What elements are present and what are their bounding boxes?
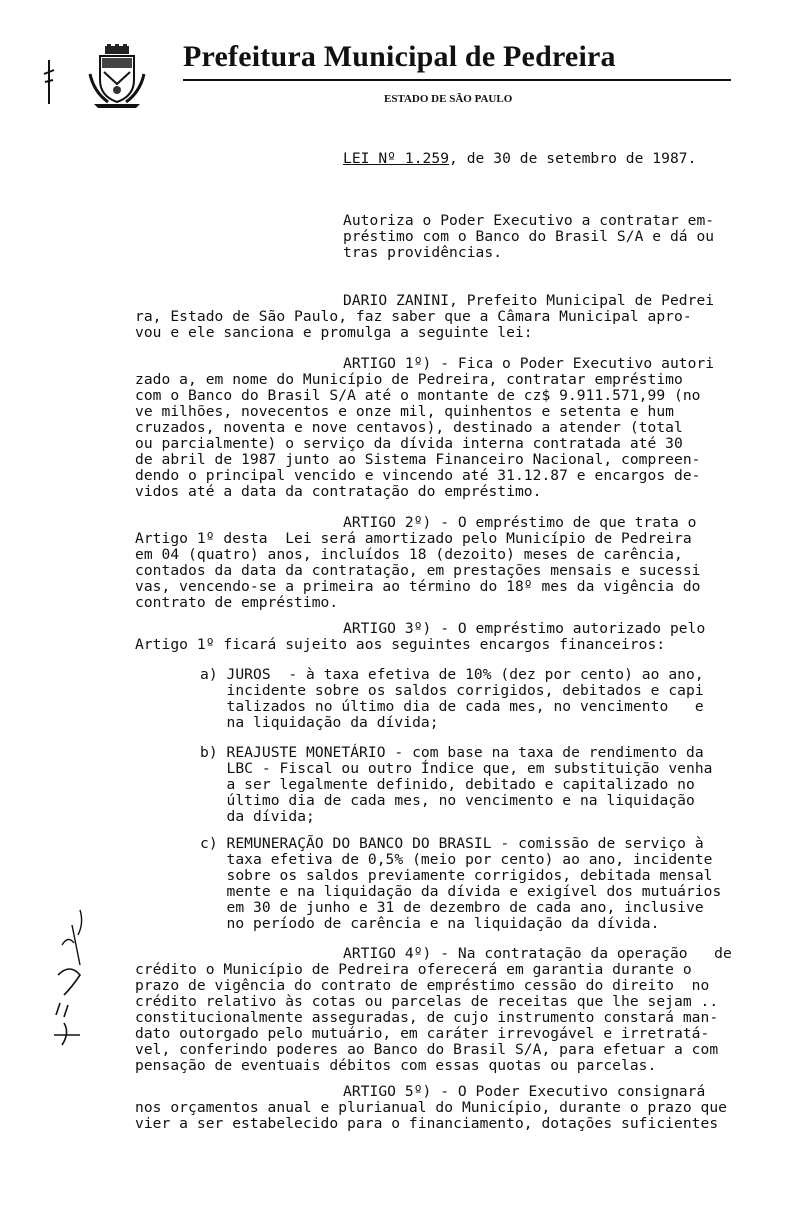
article-1-line: vidos até a data da contratação do empréstimo. xyxy=(135,483,542,500)
item-a-line: talizados no último dia de cada mes, no vencimento e xyxy=(200,698,704,715)
article-4-line: ARTIGO 4º) - Na contratação da operação de xyxy=(343,945,732,962)
law-heading xyxy=(343,151,696,167)
margin-mark-icon xyxy=(42,60,56,104)
article-3-line: ARTIGO 3º) - O empréstimo autorizado pelo xyxy=(343,620,706,637)
article-2-line: vas, vencendo-se a primeira ao término do 18º mes da vigência do xyxy=(135,578,701,595)
header-subtitle: ESTADO DE SÃO PAULO xyxy=(384,93,513,105)
summary-line: tras providências. xyxy=(343,244,503,261)
article-4-line: crédito o Município de Pedreira oferecerá em garantia durante o xyxy=(135,961,692,978)
article-5-line: vier a ser estabelecido para o financiamento, dotações suficientes xyxy=(135,1115,719,1132)
article-1-line: cruzados, noventa e nove centavos), destinado a atender (total xyxy=(135,419,683,436)
article-1-line: ARTIGO 1º) - Fica o Poder Executivo autori xyxy=(343,355,715,372)
article-4-line: crédito relativo às cotas ou parcelas de receitas que lhe sejam .. xyxy=(135,993,719,1010)
item-a-line: incidente sobre os saldos corrigidos, debitados e capi xyxy=(200,682,704,699)
article-5-line: ARTIGO 5º) - O Poder Executivo consignará xyxy=(343,1083,706,1100)
item-c-line: taxa efetiva de 0,5% (meio por cento) ao ano, incidente xyxy=(200,851,713,868)
article-2-line: Artigo 1º desta Lei será amortizado pelo Município de Pedreira xyxy=(135,530,692,547)
law-number: LEI Nº 1.259 xyxy=(343,150,450,167)
item-a-line: na liquidação da dívida; xyxy=(200,714,439,731)
summary-line: Autoriza o Poder Executivo a contratar em- xyxy=(343,212,715,229)
item-c-line: c) REMUNERAÇÃO DO BANCO DO BRASIL - comissão de serviço à xyxy=(200,835,704,852)
item-b-line: da dívida; xyxy=(200,808,315,825)
item-b-line: último dia de cada mes, no vencimento e na liquidação xyxy=(200,792,695,809)
preamble-line: ra, Estado de São Paulo, faz saber que a Câmara Municipal apro- xyxy=(135,308,692,325)
header-rule xyxy=(183,79,731,81)
article-1-line: de abril de 1987 junto ao Sistema Financeiro Nacional, compreen- xyxy=(135,451,701,468)
law-date: , de 30 de setembro de 1987. xyxy=(449,150,697,167)
article-4-line: pensação de eventuais débitos com essas quotas ou parcelas. xyxy=(135,1057,657,1074)
item-c-line: em 30 de junho e 31 de dezembro de cada ano, inclusive xyxy=(200,899,704,916)
article-4-line: constitucionalmente asseguradas, de cujo instrumento constará man- xyxy=(135,1009,719,1026)
preamble-line: vou e ele sanciona e promulga a seguinte lei: xyxy=(135,324,533,341)
summary-line: préstimo com o Banco do Brasil S/A e dá ou xyxy=(343,228,715,245)
article-2-line: ARTIGO 2º) - O empréstimo de que trata o xyxy=(343,514,697,531)
article-1-line: ve milhões, novecentos e onze mil, quinhentos e setenta e hum xyxy=(135,403,675,420)
preamble-line: DARIO ZANINI, Prefeito Municipal de Pedrei xyxy=(343,292,715,309)
article-2-line: contrato de empréstimo. xyxy=(135,594,339,611)
article-1-line: zado a, em nome do Município de Pedreira, contratar empréstimo xyxy=(135,371,683,388)
item-b-line: LBC - Fiscal ou outro Índice que, em substituição venha xyxy=(200,760,713,777)
article-4-line: vel, conferindo poderes ao Banco do Brasil S/A, para efetuar a com xyxy=(135,1041,719,1058)
article-5-line: nos orçamentos anual e plurianual do Município, durante o prazo que xyxy=(135,1099,728,1116)
item-c-line: mente e na liquidação da dívida e exigível dos mutuários xyxy=(200,883,722,900)
item-b-line: b) REAJUSTE MONETÁRIO - com base na taxa de rendimento da xyxy=(200,744,704,761)
item-c-line: no período de carência e na liquidação da dívida. xyxy=(200,915,660,932)
article-1-line: dendo o principal vencido e vincendo até 31.12.87 e encargos de- xyxy=(135,467,701,484)
article-4-line: prazo de vigência do contrato de empréstimo cessão do direito no xyxy=(135,977,710,994)
article-4-line: dato outorgado pelo mutuário, em caráter irrevogável e irretratá- xyxy=(135,1025,710,1042)
item-c-line: sobre os saldos previamente corrigidos, debitada mensal xyxy=(200,867,713,884)
article-2-line: contados da data da contratação, em prestações mensais e sucessi xyxy=(135,562,701,579)
header-title: Prefeitura Municipal de Pedreira xyxy=(183,40,616,73)
article-1-line: ou parcialmente) o serviço da dívida interna contratada até 30 xyxy=(135,435,683,452)
handwritten-initials xyxy=(50,905,105,1055)
article-3-line: Artigo 1º ficará sujeito aos seguintes encargos financeiros: xyxy=(135,636,666,653)
article-2-line: em 04 (quatro) anos, incluídos 18 (dezoito) meses de carência, xyxy=(135,546,683,563)
municipal-coat-of-arms xyxy=(88,44,146,108)
item-b-line: a ser legalmente definido, debitado e capitalizado no xyxy=(200,776,695,793)
article-1-line: com o Banco do Brasil S/A até o montante de cz$ 9.911.571,99 (no xyxy=(135,387,701,404)
item-a-line: a) JUROS - à taxa efetiva de 10% (dez por cento) ao ano, xyxy=(200,666,704,683)
